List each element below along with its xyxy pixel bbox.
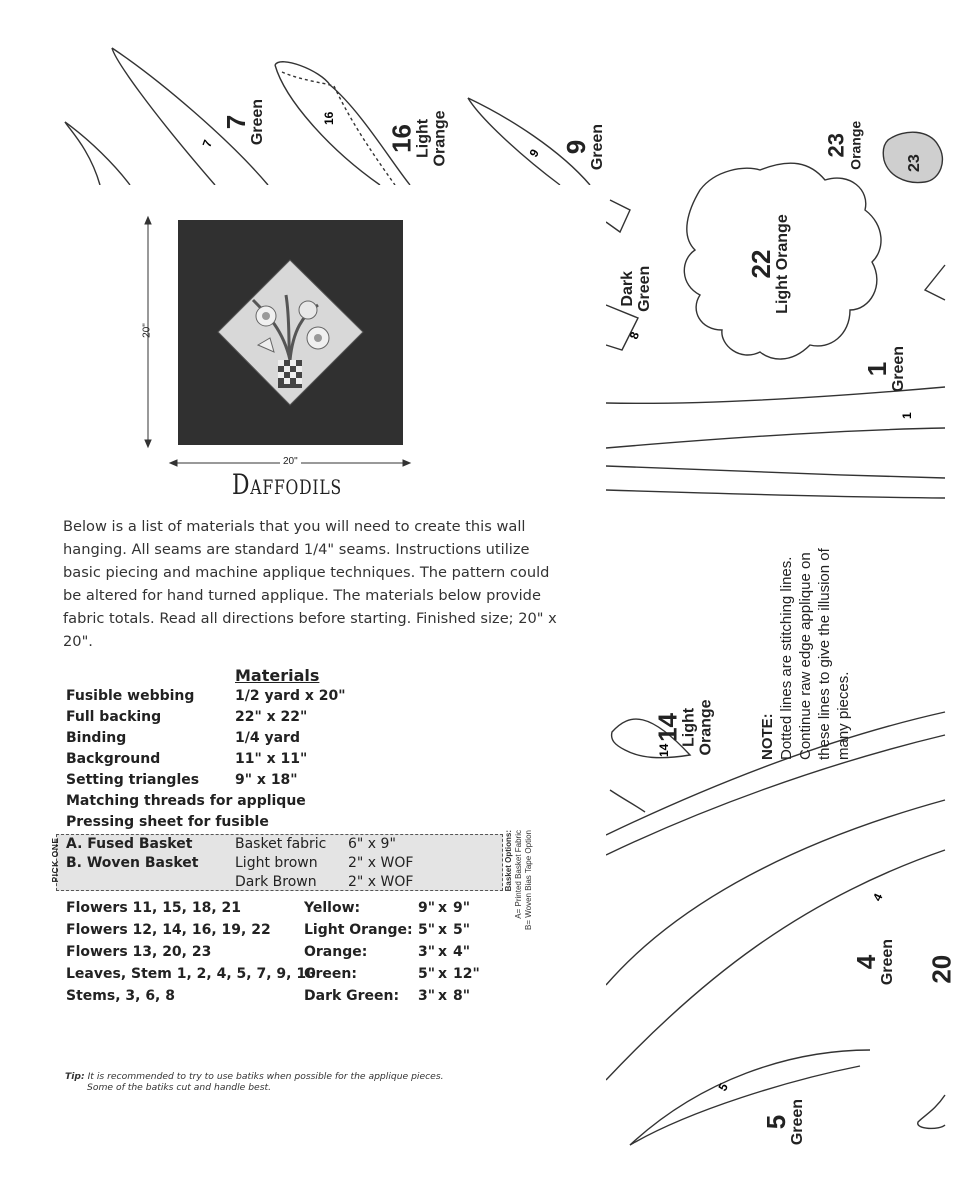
basket-fabric-name: Basket fabric — [235, 836, 327, 852]
fabric-width: 5" — [418, 966, 436, 982]
fabric-x: x — [438, 988, 448, 1004]
piece-5-color: Green — [789, 1098, 807, 1146]
fabric-x: x — [438, 922, 448, 938]
piece-16-color-2: Orange — [431, 110, 449, 167]
tip-line-1: It is recommended to try to use batiks when possible for the applique pieces. — [87, 1071, 444, 1082]
leaf-7-inner-number: 7 — [199, 137, 216, 150]
stem-1-inner-number: 1 — [900, 412, 914, 419]
material-label: Full backing — [66, 709, 162, 725]
material-value: 22" x 22" — [235, 709, 308, 725]
piece-8-label — [620, 254, 654, 324]
material-label: Binding — [66, 730, 127, 746]
basket-option-a: A. Fused Basket — [66, 836, 193, 852]
piece-20-number: 20 — [926, 954, 956, 984]
basket-fabric-name: Dark Brown — [235, 874, 317, 890]
height-dimension: 20" — [141, 323, 153, 338]
fabric-height: 9" — [453, 900, 471, 916]
piece-4-label — [850, 922, 897, 1002]
quilt-preview-image — [178, 220, 403, 445]
piece-5-label — [760, 1087, 807, 1157]
fabric-color: Dark Green: — [304, 988, 400, 1004]
piece-5-number: 5 — [760, 1114, 791, 1130]
fabric-pieces: Flowers 11, 15, 18, 21 — [66, 900, 242, 916]
fabric-width: 3" — [418, 944, 436, 960]
piece-1-label — [861, 339, 908, 399]
fabric-width: 9" — [418, 900, 436, 916]
material-value: 1/2 yard x 20" — [235, 688, 346, 704]
note-label: NOTE: — [759, 713, 776, 760]
piece-9-label — [560, 107, 607, 187]
fabric-x: x — [438, 966, 448, 982]
piece-22-number: 22 — [745, 249, 776, 279]
leaf-9-inner-number: 9 — [526, 146, 542, 160]
fabric-x: x — [438, 944, 448, 960]
leaf-5-inner-number: 5 — [715, 1080, 731, 1094]
piece-7-number: 7 — [220, 114, 251, 130]
basket-options-note-b: B= Woven Bias Tape Option — [524, 830, 533, 930]
tip-label: Tip: — [65, 1071, 85, 1082]
piece-7-color: Green — [249, 98, 267, 146]
piece-4-number: 4 — [850, 954, 881, 970]
fabric-pieces: Flowers 12, 14, 16, 19, 22 — [66, 922, 271, 938]
piece-20-label — [928, 944, 955, 984]
fabric-height: 8" — [453, 988, 471, 1004]
piece-23-number: 23 — [823, 133, 849, 158]
material-value: 9" x 18" — [235, 772, 298, 788]
basket-options-note — [504, 830, 534, 960]
fabric-width: 3" — [418, 988, 436, 1004]
fabric-color: Green: — [304, 966, 357, 982]
fabric-width: 5" — [418, 922, 436, 938]
intro-paragraph: Below is a list of materials that you will need to create this wall hanging. All seams are standard 1/4" seams. Instructions utilize basic piecing and machine applique techniques. The pattern could be altered for hand turned applique. The materials below provide fabric totals. Read all directions before starting. Finished size; 20" x 20". — [63, 518, 557, 650]
note-text: Dotted lines are stitching lines. Continue raw edge applique on these lines to give the illusion of many pieces. — [778, 548, 852, 760]
piece-8-color-2: Green — [636, 265, 653, 312]
piece-22-label — [745, 204, 792, 324]
basket-fabric-size: 6" x 9" — [348, 836, 396, 852]
piece-14-label — [652, 677, 716, 777]
material-label: Setting triangles — [66, 772, 200, 788]
fabric-height: 4" — [453, 944, 471, 960]
piece-8-color-1: Dark — [619, 271, 637, 307]
piece-23-label — [825, 105, 866, 185]
tip-box — [65, 1071, 495, 1093]
basket-options-note-title: Basket Options: — [504, 830, 513, 892]
fabric-color: Orange: — [304, 944, 368, 960]
flower-23-inner-number: 23 — [906, 154, 923, 172]
tip-line-2: Some of the batiks cut and handle best. — [87, 1082, 272, 1093]
leaf-5-shape — [630, 1050, 870, 1145]
width-dimension: 20" — [280, 456, 301, 467]
piece-1-color: Green — [890, 345, 908, 393]
piece-16-number: 16 — [386, 123, 417, 153]
material-label: Matching threads for applique — [66, 793, 306, 809]
material-value: 11" x 11" — [235, 751, 308, 767]
material-label: Pressing sheet for fusible — [66, 814, 269, 830]
basket-fabric-name: Light brown — [235, 855, 318, 871]
fabric-height: 12" — [453, 966, 480, 982]
fabric-pieces: Stems, 3, 6, 8 — [66, 988, 175, 1004]
piece-9-color: Green — [589, 123, 607, 171]
piece-16-color-1: Light — [414, 118, 432, 158]
basket-options-note-a: A= Printed Basket Fabric — [514, 830, 523, 919]
pick-one-tag: PICK ONE — [50, 837, 60, 883]
basket-fabric-size: 2" x WOF — [348, 874, 414, 890]
stem-4-inner-number: 4 — [870, 891, 886, 904]
material-label: Fusible webbing — [66, 688, 195, 704]
pattern-title: Daffodils — [232, 468, 342, 501]
piece-22-color: Light Orange — [774, 214, 792, 314]
flower-16-inner-number: 16 — [322, 111, 336, 125]
fabric-pieces: Flowers 13, 20, 23 — [66, 944, 212, 960]
stem-8-inner-number: 8 — [626, 329, 643, 342]
piece-16-label — [386, 88, 450, 188]
stitching-note — [758, 530, 853, 760]
stem-piece-shape — [606, 200, 630, 232]
fabric-pieces: Leaves, Stem 1, 2, 4, 5, 7, 9, 10 — [66, 966, 316, 982]
piece-14-number: 14 — [652, 712, 683, 742]
basket-option-b: B. Woven Basket — [66, 855, 199, 871]
basket-fabric-size: 2" x WOF — [348, 855, 414, 871]
piece-14-color-2: Orange — [697, 699, 715, 756]
fabric-x: x — [438, 900, 448, 916]
piece-1-number: 1 — [861, 361, 892, 377]
fabric-color: Yellow: — [304, 900, 361, 916]
piece-4-color: Green — [879, 938, 897, 986]
flower-14-inner-number: 14 — [657, 743, 671, 757]
fabric-height: 5" — [453, 922, 471, 938]
piece-14-color-1: Light — [680, 707, 698, 747]
piece-23-color: Orange — [847, 120, 864, 170]
fabric-color: Light Orange: — [304, 922, 413, 938]
material-label: Background — [66, 751, 161, 767]
materials-heading: Materials — [235, 666, 320, 685]
piece-7-label — [220, 82, 267, 162]
material-value: 1/4 yard — [235, 730, 300, 746]
piece-9-number: 9 — [560, 139, 591, 155]
